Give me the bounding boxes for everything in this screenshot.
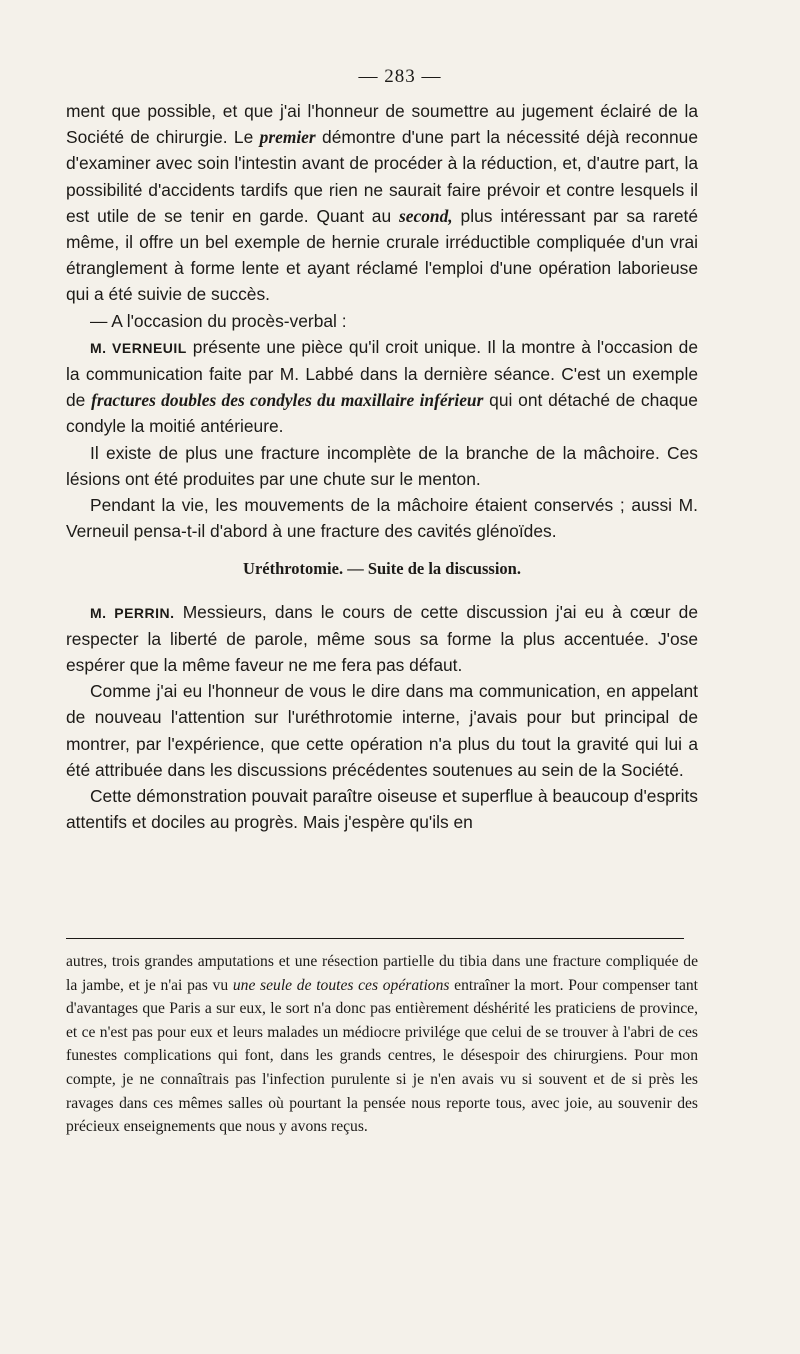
section-heading: Uréthrotomie. — Suite de la discussion. [243,559,521,579]
speaker-name: M. VERNEUIL [90,339,187,356]
text-run: plus intéressant par sa rareté même, il offre un bel exemple de hernie crurale irréductible compliquée d'un vrai étranglement à forme lente et ayant réclamé l'emploi d'une opération laborieuse qui a été suivie de succès. [66,205,699,305]
main-text [66,98,698,835]
footnote [66,950,698,1139]
text-run: ment que possible, et que j'ai l'honneur de soumettre au jugement éclairé de la Société de chirurgie. Le [66,101,698,148]
paragraph: Il existe de plus une fracture incomplète de la branche de la mâchoire. Ces lésions ont été produites par une chute sur le menton. [66,442,698,489]
paragraph: — A l'occasion du procès-verbal : [90,310,347,331]
page-number: — 283 — [358,66,442,87]
italic-text: premier [259,127,316,148]
footnote-divider [66,938,684,939]
text-run: démontre d'une part la nécessité déjà reconnue d'examiner avec soin l'intestin avant de procéder à la réduction, et, d'autre part, la possibilité d'accidents tardifs que rien ne saurait faire prévoir et contre lesquels il est utile de se tenir en garde. Quant au [66,127,698,226]
italic-text: fractures doubles des condyles du maxillaire inférieur [91,390,484,411]
text-run: Messieurs, dans le cours de cette discussion j'ai eu à cœur de respecter la liberté de parole, même sous sa forme la plus accentuée. J'ose espérer que la même faveur ne me fera pas défaut. [66,601,698,676]
text-run: autres, trois grandes amputations et une résection partielle du tibia dans une fracture compliquée de la jambe, et je n'ai pas vu [66,953,698,994]
text-run: entraîner la mort. Pour compenser tant d'avantages que Paris a sur eux, le sort n'a donc pas entièrement déshérité les praticiens de province, et ce n'est pas pour eux et leurs malades un médiocre privilége que celui de se trouver à l'abri de ces funestes complications qui font, dans les grands centres, le désespoir des chirurgiens. Pour mon compte, je ne connaîtrais pas l'infection purulente si je n'en avais vu si souvent et de si près les ravages dans ces mêmes salles où pourtant la pensée nous reporte tous, avec joie, au souvenir des précieux enseignements que nous y avons reçus. [66,976,698,1136]
speaker-name: M. PERRIN. [90,604,175,621]
text-run: présente une pièce qu'il croit unique. Il la montre à l'occasion de la communication faite par M. Labbé dans la dernière séance. C'est un exemple de [66,336,698,411]
paragraph [66,98,698,308]
italic-text: second, [399,205,453,226]
paragraph: Pendant la vie, les mouvements de la mâchoire étaient conservés ; aussi M. Verneuil pensa-t-il d'abord à une fracture des cavités glénoïdes. [66,495,698,542]
italic-text: une seule de toutes ces opérations [232,976,450,994]
paragraph: Comme j'ai eu l'honneur de vous le dire dans ma communication, en appelant de nouveau l'attention sur l'uréthrotomie interne, j'avais pour but principal de montrer, par l'expérience, que cette opération n'a plus du tout la gravité qui lui a été attribuée dans les discussions précédentes soutenues au sein de la Société. [66,681,698,780]
paragraph [66,334,698,440]
paragraph: Cette démonstration pouvait paraître oiseuse et superflue à beaucoup d'esprits attentifs et dociles au progrès. Mais j'espère qu'ils en [66,786,698,833]
paragraph [66,599,698,679]
text-run: qui ont détaché de chaque condyle la moitié antérieure. [66,390,698,437]
